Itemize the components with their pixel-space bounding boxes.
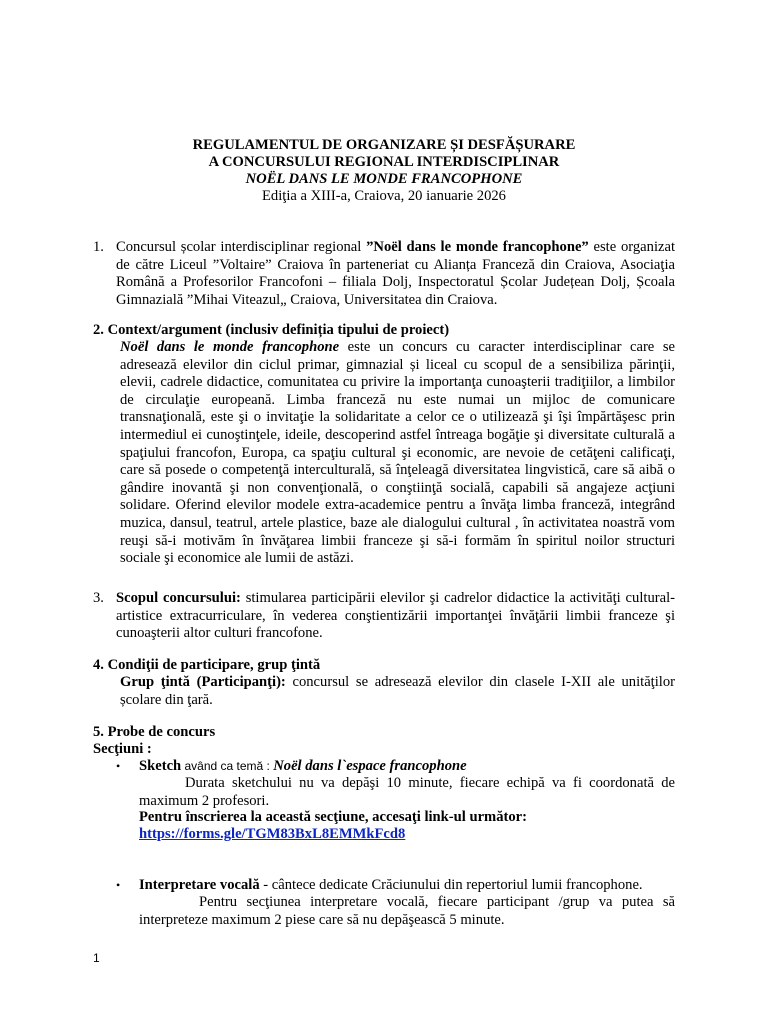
- section-4-heading: 4. Condiţii de participare, grup ţintă: [93, 657, 321, 673]
- contest-name: NOËL DANS LE MONDE FRANCOPHONE: [245, 171, 523, 187]
- sketch-name: Sketch: [139, 758, 182, 774]
- section-3-label: Scopul concursului:: [116, 590, 241, 606]
- sketch-duration: Durata sketchului nu va depăşi 10 minute, fiecare echipă va fi coordonată de maximum 2 profesori.: [139, 775, 675, 809]
- vocal-rule: Pentru secţiunea interpretare vocală, fiecare participant /grup va putea să interpreteze maximum 2 piese care să nu depăşească 5 minute.: [139, 894, 675, 928]
- sketch-theme: Noël dans l`espace francophone: [273, 758, 467, 774]
- section-1-text-rest: este organizat de către Liceul ”Voltaire” Craiova în parteneriat cu Alianța Franceză din Craiova, Asociaţia Română a Profesorilor Francofoni – filiala Dolj, Inspectoratul Școlar Județean Dolj, Școala Gimnazială ”Mihai Viteazul„ Craiova, Universitatea din Craiova.: [116, 239, 676, 308]
- section-4-label: Grup ţintă (Participanţi):: [120, 674, 286, 690]
- section-1-number: 1.: [93, 239, 104, 255]
- section-5-heading: 5. Probe de concurs: [93, 724, 216, 740]
- section-2-lead: Noël dans le monde francophone: [120, 339, 340, 355]
- sections-label: Secţiuni :: [93, 741, 152, 757]
- section-2-body: este un concurs cu caracter interdisciplinar care se adresează elevilor din ciclul primar, gimnazial și liceal cu scopul de a sensibiliza părinţii, elevii, cadrele didactice, comunitatea cu privire la importanţa cunoaşterii tradiţiilor, a limbilor de circulaţie europeană. Limba franceză nu este numai un mijloc de comunicare transnaţională, este şi o invitaţie la solidaritate a celor ce o utilizează şi îşi împărtăşesc prin intermediul ei cunoştinţele, ideile, descoperind astfel întreaga bogăţie şi diversitate culturală a spaţiului francofon, Europa, ca spaţiu cultural şi economic, are nevoie de cetăţeni calificaţi, care să posede o competenţă interculturală, să înţeleagă diversitatea lingvistică, care să aibă o gândire inovantă şi non convenţională, o conştiinţă socială, capabili să angajeze acţiuni solidare. Oferind elevilor modele extra-academice pentru a învăţa limba franceză, integrând muzica, dansul, teatrul, artele plastice, baze ale dialogului cultural , în activitatea noastră vom reuşi să-i motivăm în învăţarea limbii franceze şi să-i formăm în spiritul noilor structuri sociale şi economice ale lumii de astăzi.: [120, 339, 675, 567]
- sketch-line: [139, 758, 467, 776]
- section-1-paragraph: [116, 239, 675, 309]
- section-1-text-pre: Concursul școlar interdisciplinar regional: [116, 239, 367, 255]
- document-title-line-2: A CONCURSULUI REGIONAL INTERDISCIPLINAR: [208, 154, 560, 170]
- edition-line: Ediţia a XIII-a, Craiova, 20 ianuarie 2026: [262, 188, 506, 204]
- sketch-register-link[interactable]: https://forms.gle/TGM83BxL8EMMkFcd8: [139, 826, 406, 842]
- section-3-body: stimularea participării elevilor şi cadrelor didactice la activităţi cultural- artistice extracurriculare, în vederea conştientizării importanţei învăţării limbii franceze şi cunoaşterii altor culturi francofone.: [116, 590, 675, 642]
- document-title-line-1: REGULAMENTUL DE ORGANIZARE ȘI DESFĂȘURARE: [192, 137, 576, 153]
- sketch-register-link-wrap: [139, 826, 405, 844]
- section-4-paragraph: [120, 674, 675, 709]
- section-2-heading: 2. Context/argument (inclusiv definiția tipului de proiect): [93, 322, 450, 338]
- bullet-vocal: •: [116, 878, 121, 892]
- sketch-theme-pre: având ca temă :: [181, 759, 274, 773]
- section-1-contest-name: ”Noël dans le monde francophone”: [366, 239, 589, 255]
- section-2-paragraph: [120, 339, 675, 568]
- vocal-name: Interpretare vocală: [139, 877, 260, 893]
- page-number: 1: [93, 951, 100, 965]
- vocal-desc: - cântece dedicate Crăciunului din repertoriul lumii francophone.: [259, 877, 643, 893]
- section-3-paragraph: [116, 590, 675, 643]
- vocal-line: [139, 877, 643, 895]
- section-4-body: concursul se adresează elevilor din clasele I-XII ale unităţilor școlare din ţară.: [120, 674, 675, 708]
- section-3-number: 3.: [93, 590, 104, 606]
- sketch-register-text: Pentru înscrierea la această secţiune, accesaţi link-ul următor:: [139, 809, 528, 825]
- bullet-sketch: •: [116, 759, 121, 773]
